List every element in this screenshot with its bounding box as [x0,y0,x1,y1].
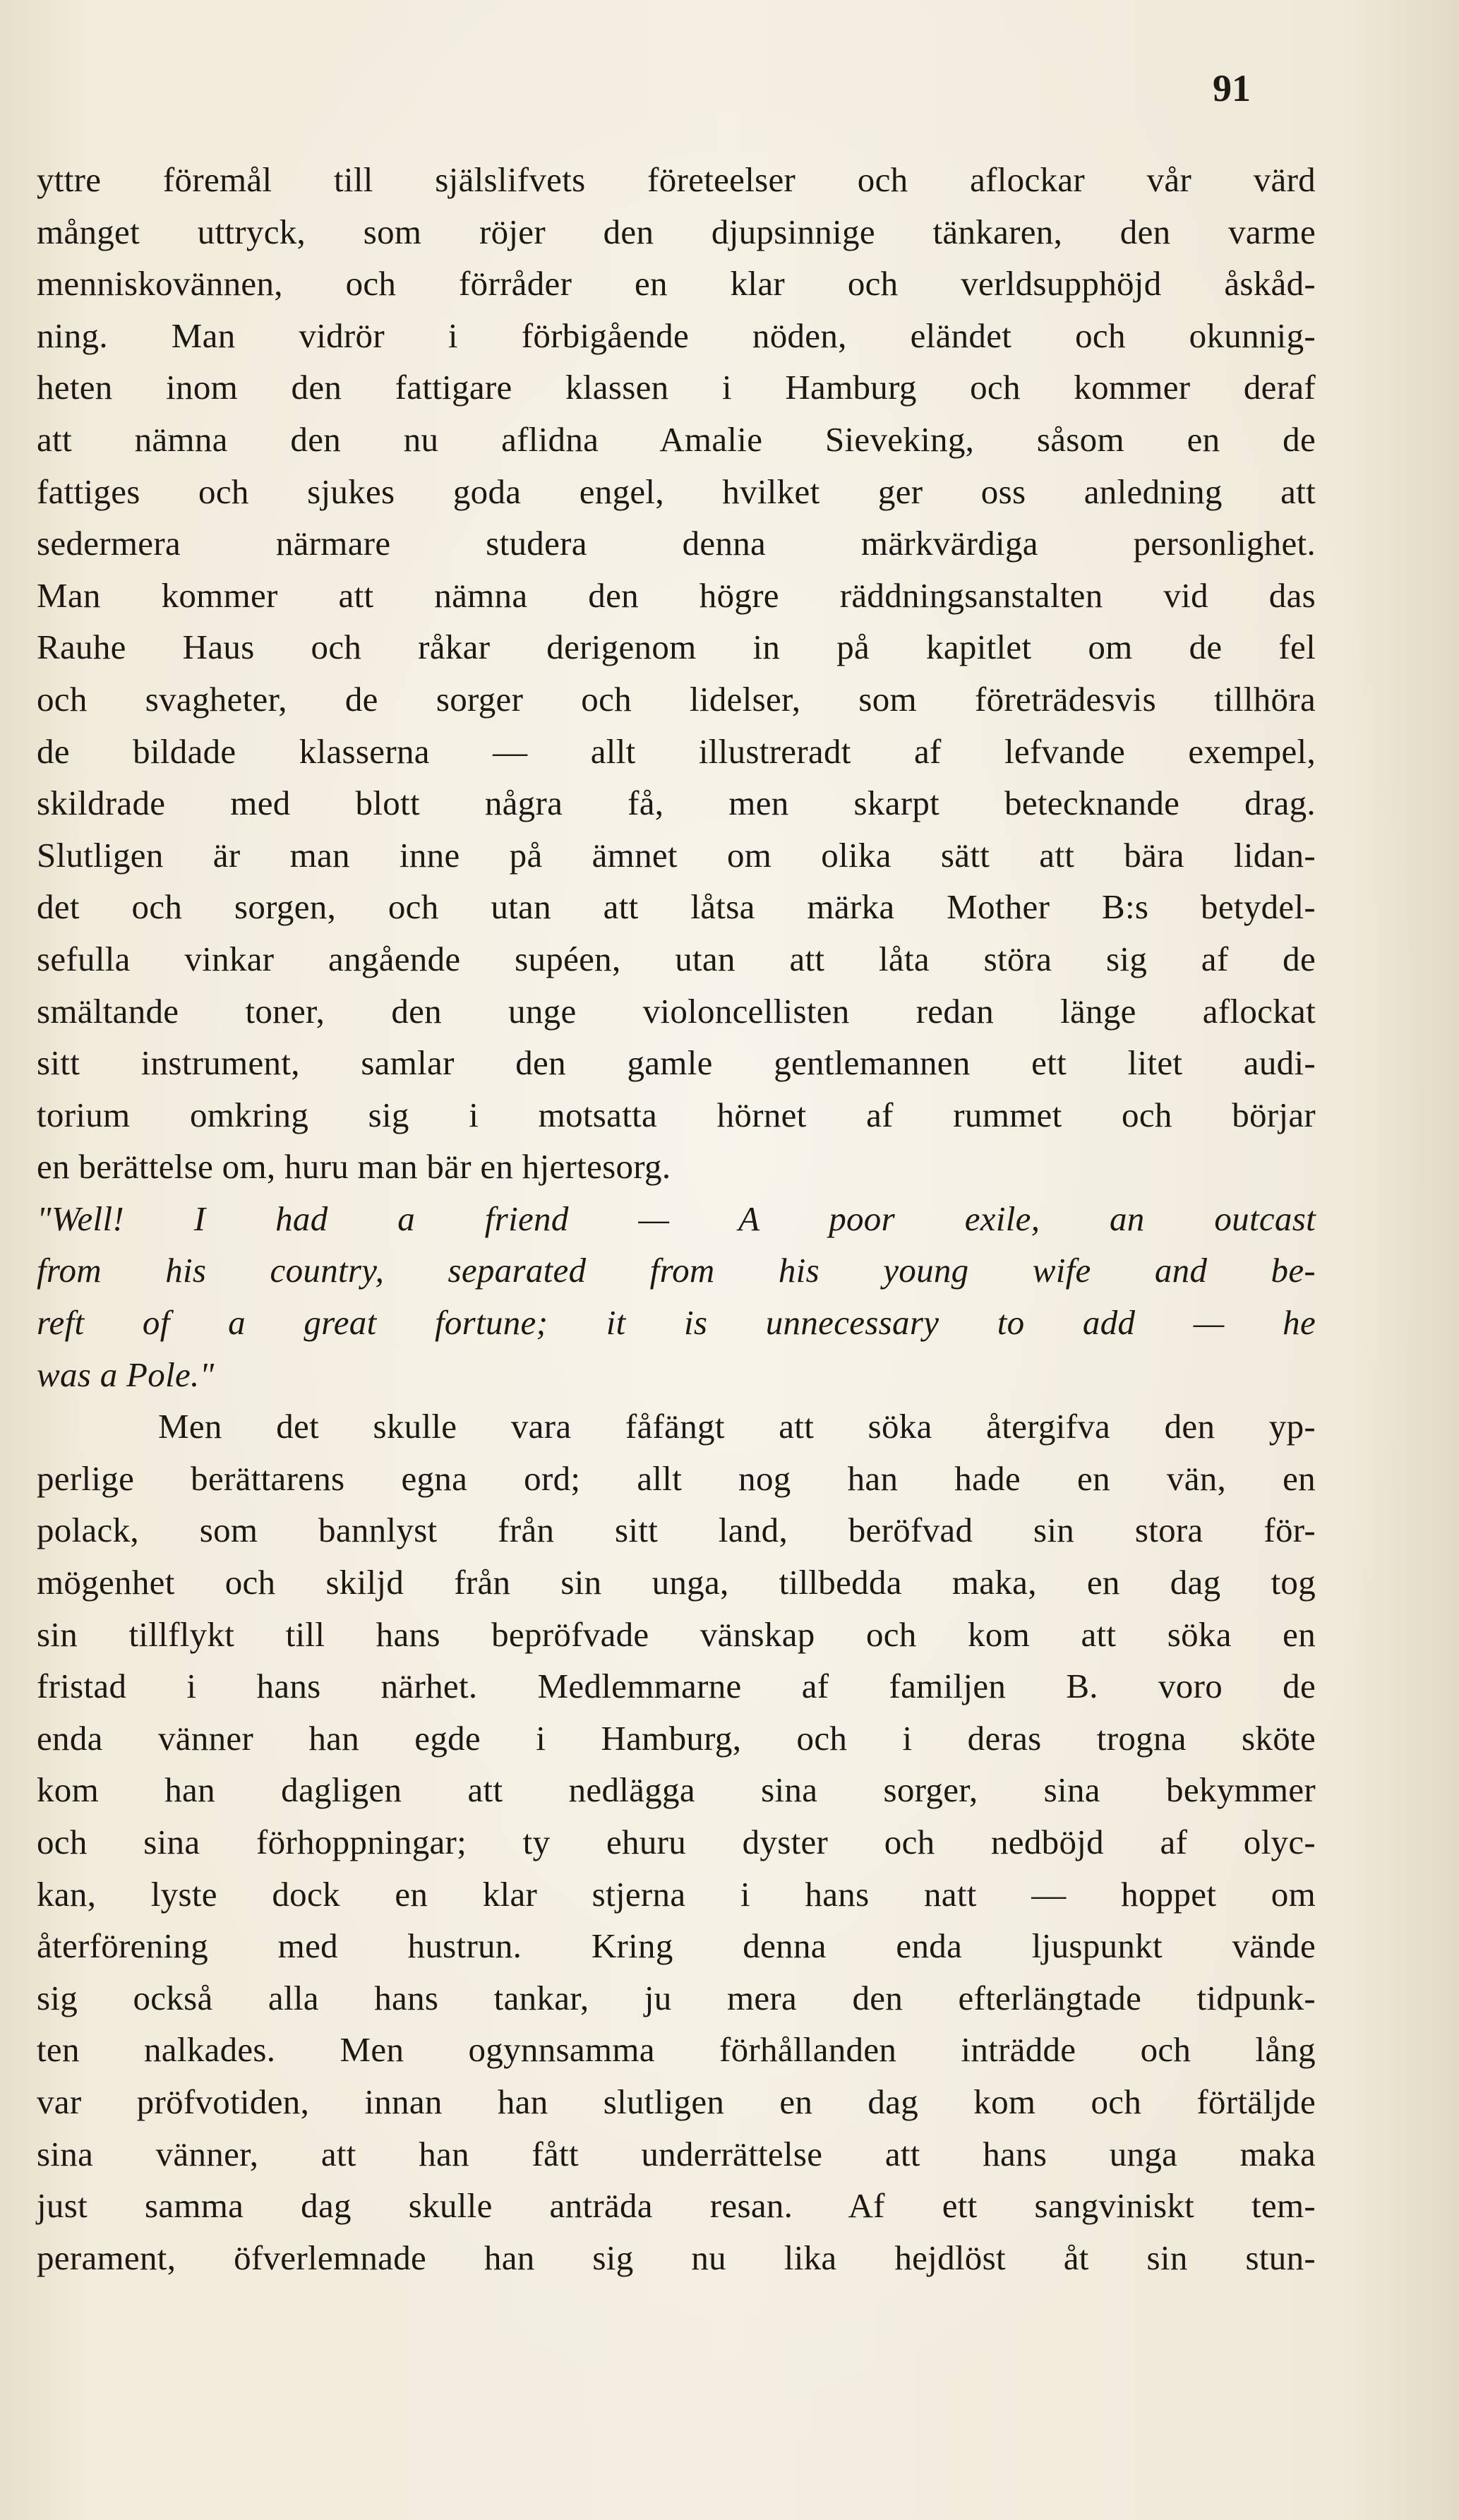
text-line: de bildade klasserna — allt illustreradt af lefvande exempel, [37,731,1316,771]
text-line: perlige berättarens egna ord; allt nog han hade en vän, en [37,1458,1316,1498]
text-line: Man kommer att nämna den högre räddningsanstalten vid das [37,575,1316,615]
text-line: menniskovännen, och förråder en klar och verldsupphöjd åskåd- [37,264,1316,304]
text-line: återförening med hustrun. Kring denna enda ljuspunkt vände [37,1926,1316,1966]
text-line: yttre föremål till själslifvets företeelser och aflockar vår värd [37,160,1316,199]
text-line: fristad i hans närhet. Medlemmarne af familjen B. voro de [37,1667,1316,1706]
text-line: ning. Man vidrör i förbigående nöden, eländet och okunnig- [37,316,1316,355]
text-line: enda vänner han egde i Hamburg, och i deras trogna sköte [37,1718,1316,1758]
text-line: sina vänner, att han fått underrättelse att hans unga maka [37,2134,1316,2173]
text-line: Rauhe Haus och råkar derigenom in på kapitlet om de fel [37,628,1316,667]
text-line: skildrade med blott några få, men skarpt betecknande drag. [37,784,1316,823]
page-number: 91 [1213,67,1251,109]
text-line: Men det skulle vara fåfängt att söka återgifva den yp- [158,1407,1316,1446]
text-line: heten inom den fattigare klassen i Hamburg och kommer deraf [37,368,1316,407]
text-line: kom han dagligen att nedlägga sina sorger, sina bekymmer [37,1770,1316,1810]
text-line: fattiges och sjukes goda engel, hvilket ger oss anledning att [37,472,1316,511]
quote-line: "Well! I had a friend — A poor exile, an outcast [37,1199,1316,1238]
text-line: månget uttryck, som röjer den djupsinnige tänkaren, den varme [37,212,1316,251]
quote-line: from his country, separated from his young wife and be- [37,1251,1316,1290]
text-line: det och sorgen, och utan att låtsa märka Mother B:s betydel- [37,887,1316,927]
text-line: en berättelse om, huru man bär en hjertesorg. [37,1147,671,1187]
text-line: och svagheter, de sorger och lidelser, som företrädesvis tillhöra [37,679,1316,719]
body-text [37,154,1316,2284]
text-line: mögenhet och skiljd från sin unga, tillbedda maka, en dag tog [37,1563,1316,1602]
text-line: Slutligen är man inne på ämnet om olika sätt att bära lidan- [37,835,1316,875]
text-line: sin tillflykt till hans bepröfvade vänskap och kom att söka en [37,1614,1316,1654]
text-line: sefulla vinkar angående supéen, utan att låta störa sig af de [37,939,1316,978]
text-line: att nämna den nu aflidna Amalie Sieveking, såsom en de [37,419,1316,459]
text-line: kan, lyste dock en klar stjerna i hans natt — hoppet om [37,1874,1316,1914]
text-line: var pröfvotiden, innan han slutligen en dag kom och förtäljde [37,2082,1316,2121]
text-line: och sina förhoppningar; ty ehuru dyster och nedböjd af olyc- [37,1823,1316,1861]
text-line: torium omkring sig i motsatta hörnet af rummet och börjar [37,1095,1316,1134]
text-line: ten nalkades. Men ogynnsamma förhållanden inträdde och lång [37,2030,1316,2070]
text-line: polack, som bannlyst från sitt land, beröfvad sin stora för- [37,1511,1316,1550]
quote-line: reft of a great fortune; it is unnecessary to add — he [37,1303,1316,1343]
quote-line: was a Pole." [37,1355,215,1394]
text-line: sedermera närmare studera denna märkvärdiga personlighet. [37,524,1316,563]
text-line: perament, öfverlemnade han sig nu lika hejdlöst åt sin stun- [37,2238,1316,2277]
text-line: just samma dag skulle anträda resan. Af ett sangviniskt tem- [37,2186,1316,2226]
text-line: sig också alla hans tankar, ju mera den efterlängtade tidpunk- [37,1978,1316,2017]
text-line: smältande toner, den unge violoncellisten redan länge aflockat [37,991,1316,1031]
text-line: sitt instrument, samlar den gamle gentlemannen ett litet audi- [37,1043,1316,1083]
